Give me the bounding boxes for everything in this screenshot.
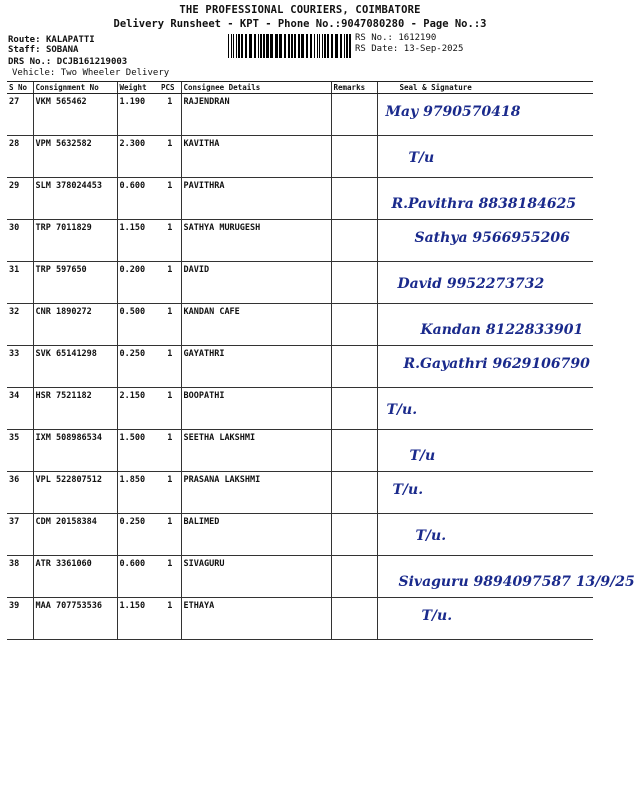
table-row <box>7 304 593 346</box>
row-sno: 34 <box>7 388 33 430</box>
handwritten-signature: T/u. <box>421 608 453 624</box>
row-sno: 30 <box>7 220 33 262</box>
handwritten-signature: May 9790570418 <box>385 104 521 120</box>
table-row <box>7 220 593 262</box>
row-signature <box>377 472 593 514</box>
row-signature <box>377 556 635 598</box>
rs-no-line <box>355 33 436 43</box>
table-row <box>7 556 593 598</box>
vehicle-line <box>12 68 169 78</box>
row-remarks <box>331 220 377 262</box>
row-pcs: 1 <box>159 556 181 598</box>
col-seal: Seal & Signature <box>377 82 593 94</box>
handwritten-signature: T/u <box>408 150 435 166</box>
row-sno: 39 <box>7 598 33 640</box>
row-remarks <box>331 430 377 472</box>
row-remarks <box>331 346 377 388</box>
row-consignee: KANDAN CAFE <box>181 304 331 346</box>
table-row <box>7 262 593 304</box>
row-signature <box>377 598 593 640</box>
row-consignment: HSR 7521182 <box>33 388 117 430</box>
row-signature <box>377 178 593 220</box>
table-header <box>7 82 593 94</box>
staff-label: Staff: <box>8 45 41 55</box>
row-remarks <box>331 472 377 514</box>
row-signature <box>377 220 593 262</box>
row-consignment: TRP 7011829 <box>33 220 117 262</box>
row-remarks <box>331 598 377 640</box>
document-subtitle: Delivery Runsheet - KPT - Phone No.:9047080280 - Page No.:3 <box>113 18 487 30</box>
row-remarks <box>331 304 377 346</box>
row-remarks <box>331 556 377 598</box>
row-weight: 0.500 <box>117 304 159 346</box>
table-row <box>7 388 593 430</box>
row-pcs: 1 <box>159 430 181 472</box>
row-pcs: 1 <box>159 514 181 556</box>
row-signature <box>377 262 593 304</box>
row-consignment: CNR 1890272 <box>33 304 117 346</box>
row-sno: 38 <box>7 556 33 598</box>
col-pcs: PCS <box>159 82 181 94</box>
rs-date-value: 13-Sep-2025 <box>403 44 464 54</box>
row-pcs: 1 <box>159 346 181 388</box>
row-pcs: 1 <box>159 94 181 136</box>
row-consignment: ATR 3361060 <box>33 556 117 598</box>
handwritten-signature: Sathya 9566955206 <box>414 230 570 246</box>
row-sno: 35 <box>7 430 33 472</box>
document-title: THE PROFESSIONAL COURIERS, COIMBATORE <box>179 4 421 16</box>
vehicle-value: Two Wheeler Delivery <box>60 68 170 78</box>
row-weight: 1.850 <box>117 472 159 514</box>
row-sno: 37 <box>7 514 33 556</box>
row-weight: 1.150 <box>117 598 159 640</box>
rs-no-label: RS No.: <box>355 33 393 43</box>
row-signature <box>377 514 593 556</box>
row-sno: 36 <box>7 472 33 514</box>
row-consignee: PAVITHRA <box>181 178 331 220</box>
table-row <box>7 514 593 556</box>
row-consignee: BOOPATHI <box>181 388 331 430</box>
row-pcs: 1 <box>159 598 181 640</box>
row-consignee: KAVITHA <box>181 136 331 178</box>
row-weight: 0.250 <box>117 514 159 556</box>
runsheet-table <box>7 81 635 640</box>
row-signature <box>377 388 593 430</box>
rs-no-value: 1612190 <box>398 33 437 43</box>
row-pcs: 1 <box>159 262 181 304</box>
row-consignee: BALIMED <box>181 514 331 556</box>
row-remarks <box>331 262 377 304</box>
row-sno: 32 <box>7 304 33 346</box>
row-remarks <box>331 514 377 556</box>
handwritten-signature: R.Gayathri 9629106790 <box>403 356 590 372</box>
row-weight: 0.250 <box>117 346 159 388</box>
route-label: Route: <box>8 35 41 45</box>
row-consignment: VPL 522807512 <box>33 472 117 514</box>
handwritten-signature: R.Pavithra 8838184625 <box>391 196 577 212</box>
row-signature <box>377 94 593 136</box>
row-consignment: MAA 707753536 <box>33 598 117 640</box>
col-consignment: Consignment No <box>33 82 117 94</box>
drs-line <box>8 57 127 67</box>
handwritten-signature: T/u. <box>392 482 424 498</box>
row-consignment: CDM 20158384 <box>33 514 117 556</box>
row-weight: 0.200 <box>117 262 159 304</box>
row-consignee: SIVAGURU <box>181 556 331 598</box>
row-weight: 0.600 <box>117 178 159 220</box>
route-line <box>8 35 95 45</box>
row-consignee: SATHYA MURUGESH <box>181 220 331 262</box>
row-weight: 0.600 <box>117 556 159 598</box>
col-remarks: Remarks <box>331 82 377 94</box>
table-row <box>7 598 593 640</box>
row-consignee: SEETHA LAKSHMI <box>181 430 331 472</box>
row-pcs: 1 <box>159 388 181 430</box>
handwritten-signature: Kandan 8122833901 <box>420 322 584 338</box>
vehicle-label: Vehicle: <box>12 68 56 78</box>
row-pcs: 1 <box>159 472 181 514</box>
row-consignment: IXM 508986534 <box>33 430 117 472</box>
row-signature <box>377 136 593 178</box>
row-sno: 31 <box>7 262 33 304</box>
row-weight: 2.300 <box>117 136 159 178</box>
row-remarks <box>331 388 377 430</box>
handwritten-signature: David 9952273732 <box>397 276 545 292</box>
col-sno: S No <box>7 82 33 94</box>
row-pcs: 1 <box>159 178 181 220</box>
row-sno: 28 <box>7 136 33 178</box>
drs-label: DRS No.: <box>8 57 52 67</box>
row-sno: 27 <box>7 94 33 136</box>
staff-value: SOBANA <box>45 45 79 55</box>
row-remarks <box>331 94 377 136</box>
handwritten-signature: T/u <box>409 448 436 464</box>
row-signature <box>377 346 593 388</box>
row-consignee: GAYATHRI <box>181 346 331 388</box>
barcode <box>228 34 350 58</box>
row-consignment: SVK 65141298 <box>33 346 117 388</box>
table-row <box>7 94 593 136</box>
route-value: KALAPATTI <box>45 35 95 45</box>
row-weight: 1.190 <box>117 94 159 136</box>
rs-date-label: RS Date: <box>355 44 399 54</box>
row-pcs: 1 <box>159 304 181 346</box>
row-weight: 1.150 <box>117 220 159 262</box>
row-weight: 1.500 <box>117 430 159 472</box>
row-consignee: RAJENDRAN <box>181 94 331 136</box>
drs-value: DCJB161219003 <box>56 57 128 67</box>
table-row <box>7 178 593 220</box>
row-signature <box>377 304 593 346</box>
row-weight: 2.150 <box>117 388 159 430</box>
rs-date-line <box>355 44 463 54</box>
staff-line <box>8 45 78 55</box>
table-row <box>7 430 593 472</box>
row-consignee: ETHAYA <box>181 598 331 640</box>
table-row <box>7 472 593 514</box>
table-row <box>7 346 593 388</box>
row-sno: 33 <box>7 346 33 388</box>
row-consignee: DAVID <box>181 262 331 304</box>
handwritten-signature: Sivaguru 9894097587 13/9/25 <box>398 574 635 590</box>
row-consignment: SLM 378024453 <box>33 178 117 220</box>
row-consignment: VKM 565462 <box>33 94 117 136</box>
table-row <box>7 136 593 178</box>
row-pcs: 1 <box>159 220 181 262</box>
row-consignment: VPM 5632582 <box>33 136 117 178</box>
row-remarks <box>331 136 377 178</box>
row-remarks <box>331 178 377 220</box>
handwritten-signature: T/u. <box>415 528 447 544</box>
col-weight: Weight <box>117 82 159 94</box>
row-consignment: TRP 597650 <box>33 262 117 304</box>
handwritten-signature: T/u. <box>386 402 418 418</box>
row-sno: 29 <box>7 178 33 220</box>
col-consignee: Consignee Details <box>181 82 331 94</box>
row-pcs: 1 <box>159 136 181 178</box>
row-consignee: PRASANA LAKSHMI <box>181 472 331 514</box>
row-signature <box>377 430 593 472</box>
